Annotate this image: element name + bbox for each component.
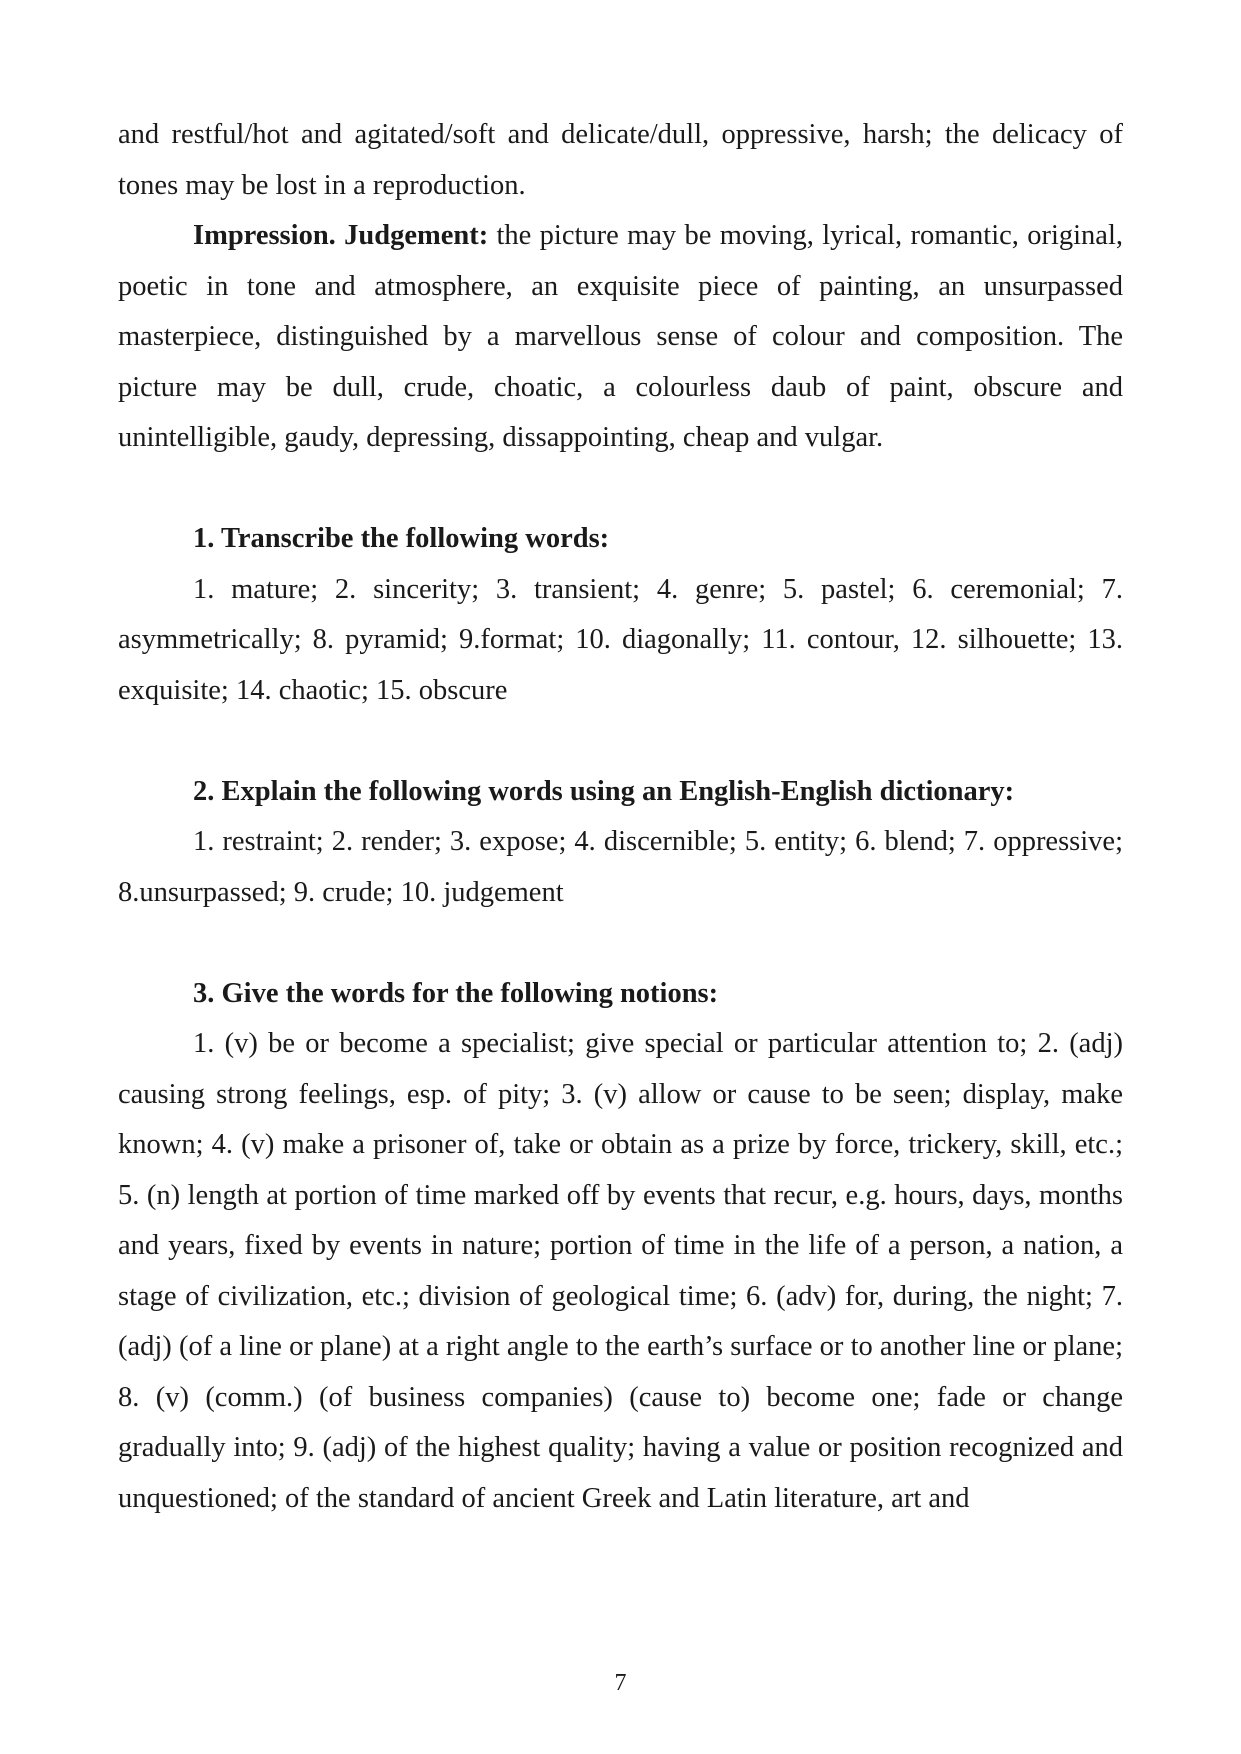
impression-judgement-label: Impression. Judgement: (193, 220, 489, 251)
section-spacer (118, 918, 1123, 969)
section-spacer (118, 716, 1123, 767)
exercise-1-body: 1. mature; 2. sincerity; 3. transient; 4. genre; 5. pastel; 6. ceremonial; 7. asymmetrically; 8. pyramid; 9.format; 10. diagonally; 11. contour, 12. silhouette; 13. exquisite; 14. chaotic; 15. obscure (118, 573, 1123, 706)
exercise-2-body: 1. restraint; 2. render; 3. expose; 4. discernible; 5. entity; 6. blend; 7. oppressive; 8.unsurpassed; 9. crude; 10. judgement (118, 826, 1123, 908)
page-number: 7 (614, 1670, 627, 1696)
exercise-1-heading: 1. Transcribe the following words: (193, 523, 610, 554)
paragraph-impression-judgement (118, 211, 1123, 464)
exercise-2-heading: 2. Explain the following words using an English-English dictionary: (193, 775, 1015, 807)
paragraph-colour-description: and restful/hot and agitated/soft and delicate/dull, oppressive, harsh; the delicacy of tones may be lost in a reproduction. (118, 119, 1123, 201)
exercise-3-heading: 3. Give the words for the following notions: (193, 977, 719, 1009)
document-page (118, 110, 1123, 1524)
exercise-3-body: 1. (v) be or become a specialist; give special or particular attention to; 2. (adj) causing strong feelings, esp. of pity; 3. (v) allow or cause to be seen; display, make known; 4. (v) make a prisoner of, take or obtain as a prize by force, trickery, skill, etc.; 5. (n) length at portion of time marked off by events that recur, e.g. hours, days, months and years, fixed by events in nature; portion of time in the life of a person, a nation, a stage of civilization, etc.; division of geological time; 6. (adv) for, during, the night; 7. (adj) (of a line or plane) at a right angle to the earth’s surface or to another line or plane; 8. (v) (comm.) (of business companies) (cause to) become one; fade or change gradually into; 9. (adj) of the highest quality; having a value or position recognized and unquestioned; of the standard of ancient Greek and Latin literature, art and (118, 1028, 1123, 1514)
impression-judgement-text: the picture may be moving, lyrical, romantic, original, poetic in tone and atmosphere, an exquisite piece of painting, an unsurpassed masterpiece, distinguished by a marvellous sense of colour and composition. The picture may be dull, crude, choatic, a colourless daub of paint, obscure and unintelligible, gaudy, depressing, dissappointing, cheap and vulgar. (118, 220, 1123, 453)
section-spacer (118, 464, 1123, 515)
